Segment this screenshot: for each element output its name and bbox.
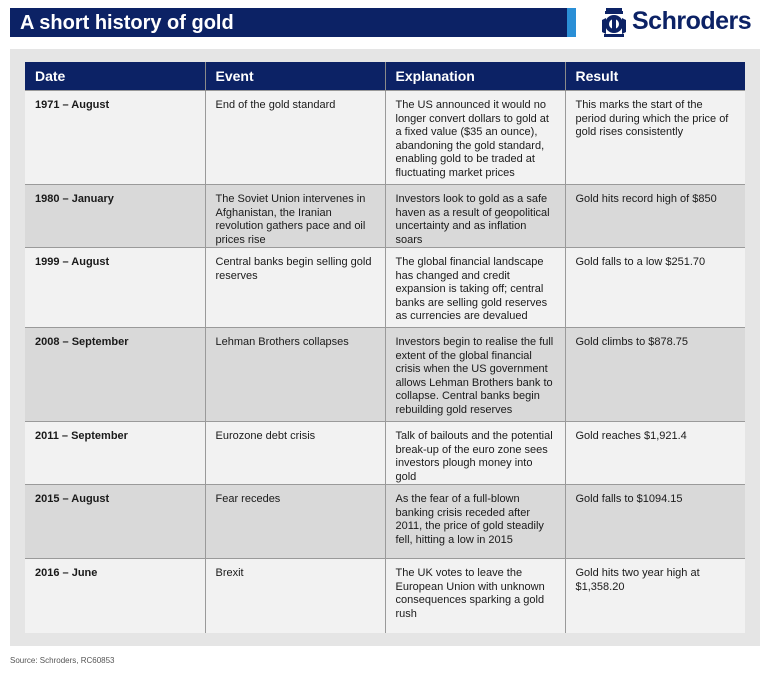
crest-icon bbox=[600, 8, 628, 38]
title-bar bbox=[10, 8, 576, 37]
table-row bbox=[25, 485, 745, 559]
source-note: Source: Schroders, RC60853 bbox=[10, 656, 115, 665]
row-result: Gold reaches $1,921.4 bbox=[565, 422, 745, 485]
table-header-row bbox=[25, 62, 745, 91]
row-event: Central banks begin selling gold reserves bbox=[205, 248, 385, 328]
row-result: This marks the start of the period during which the price of gold rises consistently bbox=[565, 91, 745, 185]
row-event: Brexit bbox=[205, 559, 385, 633]
row-explanation: Investors begin to realise the full extent of the global financial crisis when the US government allows Lehman Brothers bank to collapse. Central banks begin rebuilding gold reserves bbox=[385, 328, 565, 422]
table-row bbox=[25, 91, 745, 185]
row-event: Fear recedes bbox=[205, 485, 385, 559]
title-accent-stripe bbox=[567, 8, 576, 37]
row-explanation: The global financial landscape has changed and credit expansion is taking off; central banks are selling gold reserves as currencies are devalued bbox=[385, 248, 565, 328]
table-row bbox=[25, 559, 745, 633]
column-header-event: Event bbox=[205, 62, 385, 91]
schroders-logo bbox=[600, 6, 760, 40]
table-row bbox=[25, 248, 745, 328]
brand-name: Schroders bbox=[632, 7, 752, 35]
row-explanation: As the fear of a full-blown banking crisis receded after 2011, the price of gold steadily fell, hitting a low in 2015 bbox=[385, 485, 565, 559]
row-event: Lehman Brothers collapses bbox=[205, 328, 385, 422]
row-result: Gold falls to a low $251.70 bbox=[565, 248, 745, 328]
row-date: 2008 – September bbox=[25, 328, 205, 422]
row-result: Gold falls to $1094.15 bbox=[565, 485, 745, 559]
column-header-date: Date bbox=[25, 62, 205, 91]
row-result: Gold hits record high of $850 bbox=[565, 185, 745, 248]
table-row bbox=[25, 185, 745, 248]
row-event: The Soviet Union intervenes in Afghanistan, the Iranian revolution gathers pace and oil prices rise bbox=[205, 185, 385, 248]
row-explanation: The US announced it would no longer convert dollars to gold at a fixed value ($35 an ounce), abandoning the gold standard, enabling gold to be traded at fluctuating market prices bbox=[385, 91, 565, 185]
row-date: 1999 – August bbox=[25, 248, 205, 328]
row-date: 2015 – August bbox=[25, 485, 205, 559]
row-date: 2011 – September bbox=[25, 422, 205, 485]
row-result: Gold climbs to $878.75 bbox=[565, 328, 745, 422]
page-title: A short history of gold bbox=[20, 12, 234, 34]
row-date: 2016 – June bbox=[25, 559, 205, 633]
table-row bbox=[25, 328, 745, 422]
row-event: End of the gold standard bbox=[205, 91, 385, 185]
column-header-result: Result bbox=[565, 62, 745, 91]
row-date: 1980 – January bbox=[25, 185, 205, 248]
column-header-explanation: Explanation bbox=[385, 62, 565, 91]
table-row bbox=[25, 422, 745, 485]
row-explanation: Investors look to gold as a safe haven as a result of geopolitical uncertainty and as inflation soars bbox=[385, 185, 565, 248]
table-panel bbox=[10, 49, 760, 646]
row-explanation: The UK votes to leave the European Union with unknown consequences sparking a gold rush bbox=[385, 559, 565, 633]
gold-history-table bbox=[25, 62, 745, 633]
row-explanation: Talk of bailouts and the potential break-up of the euro zone sees investors plough money into gold bbox=[385, 422, 565, 485]
row-date: 1971 – August bbox=[25, 91, 205, 185]
row-result: Gold hits two year high at $1,358.20 bbox=[565, 559, 745, 633]
row-event: Eurozone debt crisis bbox=[205, 422, 385, 485]
